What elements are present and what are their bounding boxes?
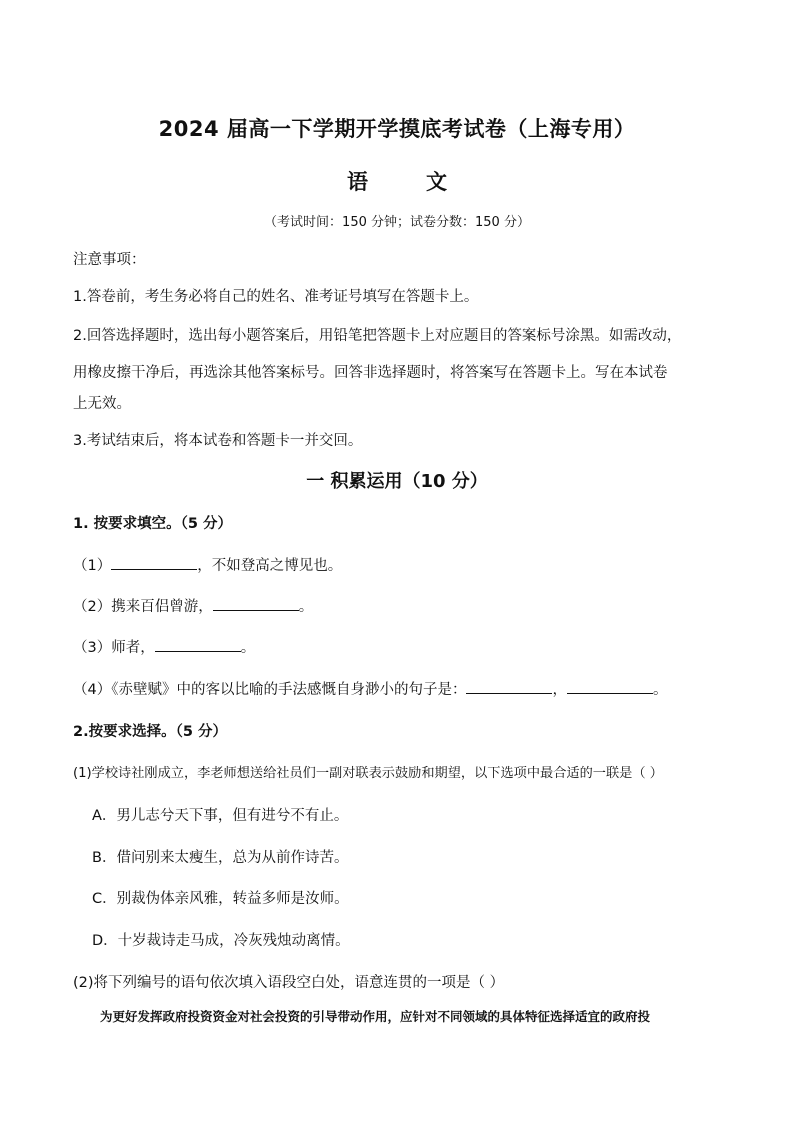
option-b[interactable]: B．借问别来太瘦生，总为从前作诗苦。 [92,850,349,866]
note-item-2-line-3: 上无效。 [73,396,131,412]
option-c[interactable]: C．别裁伪体亲风雅，转益多师是汝师。 [92,891,349,907]
fill-item-1 [73,554,342,575]
question-1-heading: 1. 按要求填空。（5 分） [73,516,233,532]
answer-blank[interactable] [466,681,552,694]
fill-item-2-suffix: 。 [298,599,314,615]
fill-item-2-prefix: （2）携来百侣曾游， [73,599,213,615]
note-item-3: 3.考试结束后，将本试卷和答题卡一并交回。 [73,433,363,449]
option-d[interactable]: D．十岁裁诗走马成，冷灰残烛动离情。 [92,933,350,949]
fill-item-4-suffix: 。 [652,682,668,698]
fill-item-3 [73,636,255,657]
question-2-sub-2: (2)将下列编号的语句依次填入语段空白处，语意连贯的一项是（ ） [73,975,505,991]
subject-char-left: 语 [347,170,368,194]
fill-item-4-mid: ， [552,682,567,698]
option-a[interactable]: A．男儿志兮天下事，但有进兮不有止。 [92,808,349,824]
subject-char-right: 文 [426,170,447,194]
exam-title: 2024 届高一下学期开学摸底考试卷（上海专用） [158,117,636,141]
note-item-2-line-1: 2.回答选择题时，选出每小题答案后，用铅笔把答题卡上对应题目的答案标号涂黑。如需改动， [73,328,682,344]
notes-heading: 注意事项： [73,252,146,268]
exam-info: （考试时间：150 分钟；试卷分数：150 分） [264,215,530,230]
question-2-heading: 2.按要求选择。（5 分） [73,724,227,740]
fill-item-1-prefix: （1） [73,558,112,574]
note-item-2-line-2: 用橡皮擦干净后，再选涂其他答案标号。回答非选择题时，将答案写在答题卡上。写在本试卷 [73,365,668,381]
note-item-1: 1.答卷前，考生务必将自己的姓名、准考证号填写在答题卡上。 [73,289,479,305]
answer-blank[interactable] [567,681,653,694]
answer-blank[interactable] [213,598,299,611]
fill-item-3-prefix: （3）师者， [73,640,155,656]
answer-blank[interactable] [155,639,241,652]
fill-item-4-prefix: （4）《赤壁赋》中的客以比喻的手法感慨自身渺小的句子是： [73,682,467,698]
fill-item-4 [73,678,667,699]
passage-text: 为更好发挥政府投资资金对社会投资的引导带动作用，应针对不同领域的具体特征选择适宜的政府投 [100,1009,651,1024]
fill-item-1-suffix: ，不如登高之博见也。 [197,558,343,574]
answer-blank[interactable] [111,557,197,570]
question-2-sub-1: (1)学校诗社刚成立，李老师想送给社员们一副对联表示鼓励和期望，以下选项中最合适的一联是（ ） [73,766,663,781]
fill-item-3-suffix: 。 [240,640,256,656]
fill-item-2 [73,595,313,616]
section-heading: 一 积累运用（10 分） [306,471,488,492]
subject-title [0,166,794,196]
